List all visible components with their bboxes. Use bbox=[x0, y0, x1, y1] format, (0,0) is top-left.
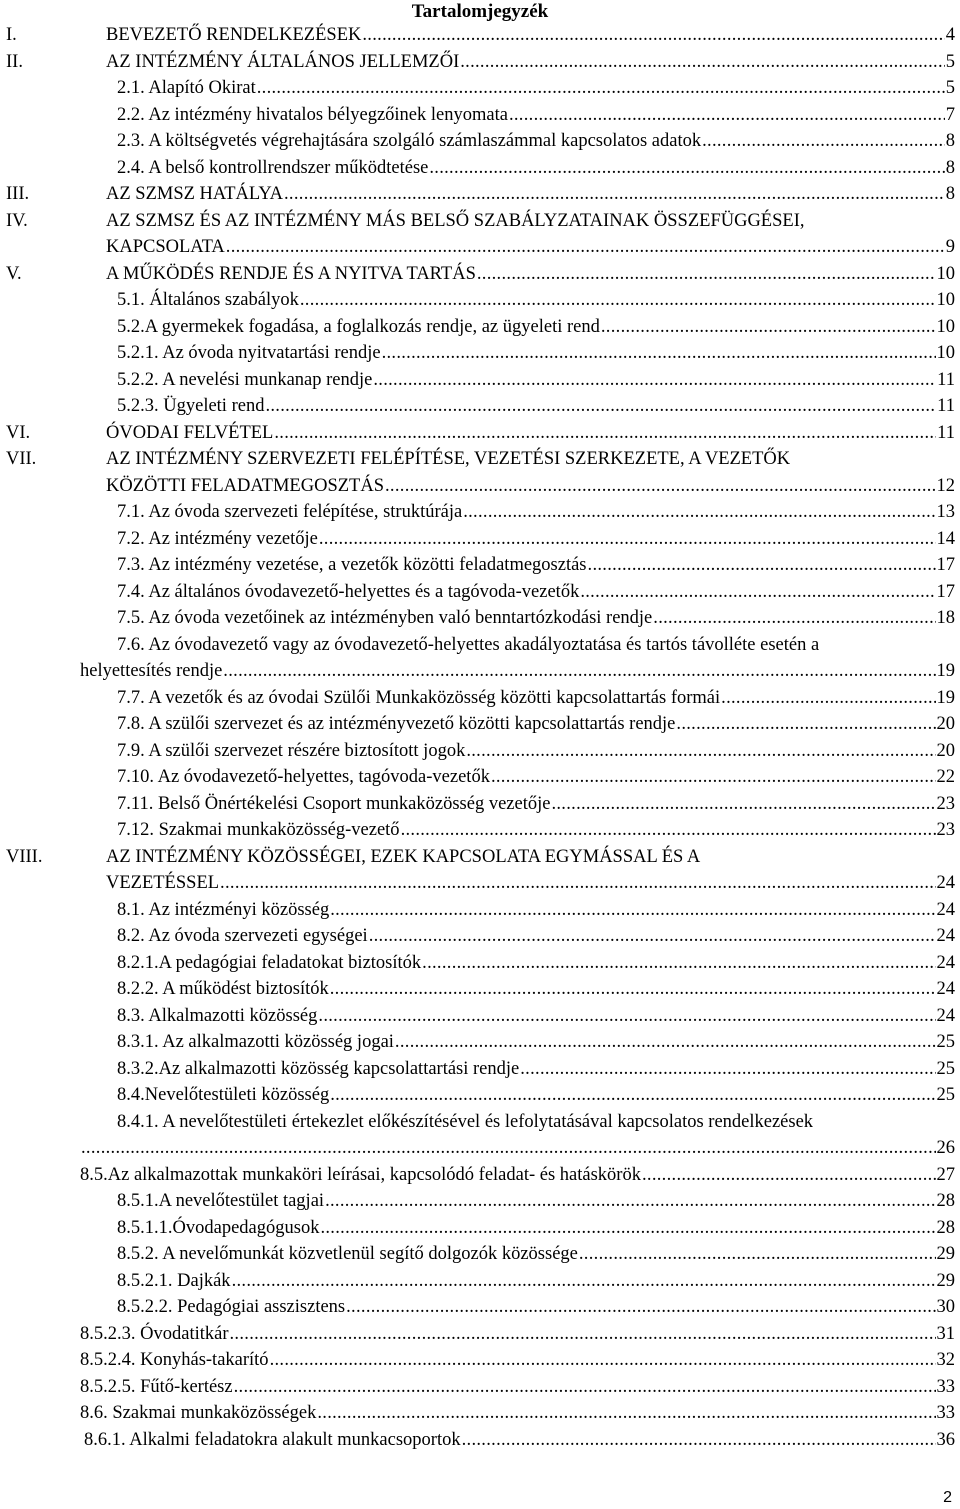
toc-entry-page: 32 bbox=[936, 1350, 955, 1370]
toc-entry[interactable] bbox=[0, 1215, 960, 1242]
toc-entry[interactable] bbox=[0, 1082, 960, 1109]
toc-entry[interactable] bbox=[0, 314, 960, 341]
toc-entry-page: 8 bbox=[945, 157, 955, 178]
toc-entry-page: 19 bbox=[936, 687, 955, 708]
page-number: 2 bbox=[943, 1489, 952, 1506]
toc-leader-dots bbox=[702, 128, 945, 155]
toc-entry-page: 24 bbox=[936, 899, 955, 920]
toc-leader-dots bbox=[477, 261, 936, 288]
toc-entry[interactable] bbox=[0, 711, 960, 738]
toc-leader-dots bbox=[265, 393, 936, 420]
toc-entry-number: I. bbox=[6, 25, 17, 45]
toc-entry-title: 8.5.2.1. Dajkák bbox=[117, 1270, 231, 1291]
toc-entry-page: 10 bbox=[936, 316, 955, 337]
toc-entry-page: 7 bbox=[945, 104, 955, 125]
toc-leader-dots bbox=[330, 897, 935, 924]
toc-entry[interactable] bbox=[0, 1347, 960, 1374]
toc-entry-page: 28 bbox=[936, 1191, 955, 1211]
toc-entry-number: VIII. bbox=[6, 846, 43, 867]
toc-entry-title: 2.4. A belső kontrollrendszer működtetése bbox=[117, 157, 429, 178]
toc-leader-dots bbox=[429, 155, 944, 182]
toc-entry-page: 20 bbox=[936, 740, 955, 761]
toc-leader-dots bbox=[395, 1029, 936, 1056]
toc-entry[interactable] bbox=[0, 923, 960, 950]
toc-entry[interactable] bbox=[0, 764, 960, 791]
toc-entry-page: 29 bbox=[936, 1270, 955, 1291]
toc-entry-title: 8.3.1. Az alkalmazotti közösség jogai bbox=[117, 1032, 394, 1052]
toc-entry-title: 8.4.1. A nevelőtestületi értekezlet előkészítésével és lefolytatásával kapcsolatos rendelkezések bbox=[117, 1111, 814, 1132]
toc-entry-title: BEVEZETŐ RENDELKEZÉSEK bbox=[106, 25, 362, 45]
toc-leader-dots bbox=[422, 950, 935, 977]
toc-entry[interactable] bbox=[0, 234, 960, 261]
toc-entry-page: 19 bbox=[936, 661, 955, 681]
toc-entry-page: 8 bbox=[945, 184, 955, 204]
toc-entry[interactable] bbox=[0, 340, 960, 367]
toc-leader-dots bbox=[362, 22, 944, 49]
toc-leader-dots bbox=[226, 234, 945, 261]
toc-entry[interactable] bbox=[0, 817, 960, 844]
toc-entry-number: V. bbox=[6, 263, 22, 284]
toc-entry-title: 8.5.2.2. Pedagógiai asszisztens bbox=[117, 1297, 346, 1317]
toc-entry-title: 8.5.2. A nevelőmunkát közvetlenül segítő dolgozók közössége bbox=[117, 1244, 578, 1264]
toc-entry-page: 31 bbox=[936, 1323, 955, 1344]
toc-entry-title: 5.2.A gyermekek fogadása, a foglalkozás rendje, az ügyeleti rend bbox=[117, 316, 600, 337]
toc-entry-page: 25 bbox=[936, 1085, 955, 1105]
toc-leader-dots bbox=[317, 1400, 935, 1427]
toc-entry-title: 8.5.2.3. Óvodatitkár bbox=[80, 1323, 229, 1344]
toc-leader-dots bbox=[230, 1321, 936, 1348]
toc-entry-page: 10 bbox=[936, 343, 955, 363]
toc-entry-page: 24 bbox=[936, 926, 955, 946]
toc-entry-page: 23 bbox=[936, 820, 955, 840]
toc-entry-number: VII. bbox=[6, 449, 37, 469]
toc-entry[interactable] bbox=[0, 1109, 960, 1136]
toc-entry[interactable] bbox=[0, 552, 960, 579]
toc-entry-page: 18 bbox=[936, 608, 955, 628]
toc-entry-page: 29 bbox=[936, 1244, 955, 1264]
toc-entry-page: 26 bbox=[936, 1138, 955, 1158]
toc-entry-title: 8.3. Alkalmazotti közösség bbox=[117, 1005, 318, 1026]
toc-entry-number: II. bbox=[6, 51, 23, 72]
toc-entry-page: 22 bbox=[936, 767, 955, 787]
toc-entry-title: 5.2.1. Az óvoda nyitvatartási rendje bbox=[117, 343, 381, 363]
toc-leader-dots bbox=[579, 1241, 936, 1268]
toc-entry[interactable] bbox=[0, 579, 960, 606]
toc-entry-title: 8.2.1.A pedagógiai feladatokat biztosítók bbox=[117, 952, 422, 973]
toc-entry-page: 13 bbox=[936, 502, 955, 522]
toc-entry-title: VEZETÉSSEL bbox=[106, 873, 220, 893]
toc-entry-page: 17 bbox=[936, 555, 955, 575]
toc-entry-title: AZ INTÉZMÉNY KÖZÖSSÉGEI, EZEK KAPCSOLATA EGYMÁSSAL ÉS A bbox=[106, 846, 701, 867]
toc-entry[interactable] bbox=[0, 1427, 960, 1454]
toc-leader-dots bbox=[369, 923, 936, 950]
toc-entry[interactable] bbox=[0, 870, 960, 897]
toc-entry[interactable] bbox=[0, 1268, 960, 1295]
toc-entry[interactable] bbox=[0, 1135, 960, 1162]
toc-entry-title: AZ SZMSZ HATÁLYA bbox=[106, 184, 283, 204]
toc-leader-dots bbox=[346, 1294, 935, 1321]
toc-entry[interactable] bbox=[0, 791, 960, 818]
toc-entry-title: 7.1. Az óvoda szervezeti felépítése, struktúrája bbox=[117, 502, 463, 522]
toc-entry-title: 2.3. A költségvetés végrehajtására szolgáló számlaszámmal kapcsolatos adatok bbox=[117, 131, 702, 151]
toc-entry-title: AZ INTÉZMÉNY ÁLTALÁNOS JELLEMZŐI bbox=[106, 51, 460, 72]
toc-entry-title: 5.2.3. Ügyeleti rend bbox=[117, 396, 265, 416]
toc-entry-page: 12 bbox=[936, 475, 955, 496]
toc-leader-dots bbox=[330, 976, 936, 1003]
toc-leader-dots bbox=[551, 791, 935, 818]
toc-title: Tartalomjegyzék bbox=[411, 1, 549, 22]
toc-entry-page: 11 bbox=[937, 396, 955, 416]
toc-leader-dots bbox=[588, 552, 936, 579]
toc-leader-dots bbox=[81, 1135, 936, 1162]
toc-leader-dots bbox=[220, 870, 935, 897]
toc-entry-title: 8.3.2.Az alkalmazotti közösség kapcsolattartási rendje bbox=[117, 1058, 520, 1079]
toc-entry-page: 25 bbox=[936, 1058, 955, 1079]
toc-entry-title: 8.6. Szakmai munkaközösségek bbox=[80, 1403, 317, 1423]
toc-entry-title: 7.10. Az óvodavezető-helyettes, tagóvoda-vezetők bbox=[117, 767, 490, 787]
toc-leader-dots bbox=[653, 605, 935, 632]
toc-entry[interactable] bbox=[0, 526, 960, 553]
toc-entry-page: 28 bbox=[936, 1217, 955, 1238]
toc-entry[interactable] bbox=[0, 897, 960, 924]
toc-leader-dots bbox=[601, 314, 936, 341]
toc-leader-dots bbox=[491, 764, 936, 791]
toc-entry[interactable] bbox=[0, 658, 960, 685]
toc-entry-title: 8.6.1. Alkalmi feladatokra alakult munkacsoportok bbox=[84, 1429, 461, 1450]
toc-entry[interactable] bbox=[0, 1321, 960, 1348]
toc-entry-title: 8.2.2. A működést biztosítók bbox=[117, 979, 329, 999]
toc-entry[interactable] bbox=[0, 1162, 960, 1189]
toc-entry-number: IV. bbox=[6, 210, 28, 231]
toc-entry-page: 10 bbox=[936, 263, 955, 284]
toc-entry-title: helyettesítés rendje bbox=[80, 661, 223, 681]
toc-entry[interactable] bbox=[0, 261, 960, 288]
toc-entry-title: 7.5. Az óvoda vezetőinek az intézményben való benntartózkodási rendje bbox=[117, 608, 653, 628]
toc-entry[interactable] bbox=[0, 976, 960, 1003]
toc-entry[interactable] bbox=[0, 102, 960, 129]
toc-leader-dots bbox=[721, 685, 935, 712]
toc-leader-dots bbox=[223, 658, 935, 685]
toc-entry-page: 11 bbox=[937, 422, 955, 443]
toc-entry[interactable] bbox=[0, 1056, 960, 1083]
toc-entry[interactable] bbox=[0, 128, 960, 155]
toc-entry-page: 24 bbox=[936, 952, 955, 973]
toc-entry[interactable] bbox=[0, 49, 960, 76]
toc-entry-title: 7.4. Az általános óvodavezető-helyettes és a tagóvoda-vezetők bbox=[117, 581, 580, 602]
toc-entry-page: 4 bbox=[945, 25, 955, 45]
toc-entry[interactable] bbox=[0, 1400, 960, 1427]
toc-leader-dots bbox=[373, 367, 936, 394]
toc-entry-title: 7.2. Az intézmény vezetője bbox=[117, 528, 318, 549]
toc-entry[interactable] bbox=[0, 499, 960, 526]
toc-entry-title: 7.7. A vezetők és az óvodai Szülői Munkaközösség közötti kapcsolattartás formái bbox=[117, 687, 721, 708]
toc-entry[interactable] bbox=[0, 473, 960, 500]
toc-entry[interactable] bbox=[0, 738, 960, 765]
toc-entry-page: 20 bbox=[936, 714, 955, 734]
toc-leader-dots bbox=[580, 579, 935, 606]
toc-entry-title: 8.5.2.4. Konyhás-takarító bbox=[80, 1350, 269, 1370]
toc-entry-title: 8.5.1.1.Óvodapedagógusok bbox=[117, 1217, 320, 1238]
toc-entry[interactable] bbox=[0, 393, 960, 420]
toc-leader-dots bbox=[270, 1347, 936, 1374]
toc-leader-dots bbox=[385, 473, 936, 500]
toc-leader-dots bbox=[676, 711, 935, 738]
toc-entry-title: 8.4.Nevelőtestületi közösség bbox=[117, 1085, 330, 1105]
toc-leader-dots bbox=[300, 287, 936, 314]
toc-leader-dots bbox=[642, 1162, 936, 1189]
toc-leader-dots bbox=[520, 1056, 935, 1083]
toc-entry-title: ÓVODAI FELVÉTEL bbox=[106, 422, 274, 443]
toc-entry-page: 5 bbox=[945, 51, 955, 72]
toc-leader-dots bbox=[234, 1374, 936, 1401]
toc-entry-title: 8.1. Az intézményi közösség bbox=[117, 899, 330, 920]
toc-entry[interactable] bbox=[0, 22, 960, 49]
toc-entry-title: KAPCSOLATA bbox=[106, 237, 225, 257]
toc-entry[interactable] bbox=[0, 208, 960, 235]
toc-leader-dots bbox=[325, 1188, 935, 1215]
toc-entry-page: 24 bbox=[936, 873, 955, 893]
toc-entry[interactable] bbox=[0, 1294, 960, 1321]
toc-entry-page: 17 bbox=[936, 581, 955, 602]
toc-leader-dots bbox=[401, 817, 936, 844]
toc-entry-title: AZ SZMSZ ÉS AZ INTÉZMÉNY MÁS BELSŐ SZABÁLYZATAINAK ÖSSZEFÜGGÉSEI, bbox=[106, 210, 805, 231]
toc-entry-page: 5 bbox=[945, 78, 955, 98]
toc-entry[interactable] bbox=[0, 1241, 960, 1268]
toc-leader-dots bbox=[460, 49, 945, 76]
toc-entry-page: 36 bbox=[936, 1429, 955, 1450]
toc-entry[interactable] bbox=[0, 446, 960, 473]
toc-entry[interactable] bbox=[0, 1029, 960, 1056]
toc-entry[interactable] bbox=[0, 75, 960, 102]
toc-leader-dots bbox=[320, 1215, 935, 1242]
toc-entry-title: 7.12. Szakmai munkaközösség-vezető bbox=[117, 820, 400, 840]
toc-entry[interactable] bbox=[0, 1188, 960, 1215]
toc-entry-title: 5.2.2. A nevelési munkanap rendje bbox=[117, 369, 373, 390]
toc-leader-dots bbox=[466, 738, 935, 765]
toc-entry-page: 33 bbox=[936, 1403, 955, 1423]
toc-leader-dots bbox=[462, 1427, 936, 1454]
toc-entry-title: 8.2. Az óvoda szervezeti egységei bbox=[117, 926, 368, 946]
toc-entry-title: 7.9. A szülői szervezet részére biztosított jogok bbox=[117, 740, 466, 761]
toc-leader-dots bbox=[284, 181, 945, 208]
toc-leader-dots bbox=[274, 420, 936, 447]
toc-entry-page: 25 bbox=[936, 1032, 955, 1052]
toc-entry-page: 24 bbox=[936, 1005, 955, 1026]
toc-entry-page: 23 bbox=[936, 793, 955, 814]
toc-leader-dots bbox=[318, 1003, 935, 1030]
toc-leader-dots bbox=[330, 1082, 935, 1109]
toc-leader-dots bbox=[232, 1268, 936, 1295]
toc-entry-title: 8.5.1.A nevelőtestület tagjai bbox=[117, 1191, 325, 1211]
toc-entry-page: 10 bbox=[936, 290, 955, 310]
toc-entry-title: AZ INTÉZMÉNY SZERVEZETI FELÉPÍTÉSE, VEZETÉSI SZERKEZETE, A VEZETŐK bbox=[106, 449, 791, 469]
toc-leader-dots bbox=[257, 75, 945, 102]
toc-entry-page: 33 bbox=[936, 1376, 955, 1397]
toc-entry-title: 8.5.Az alkalmazottak munkaköri leírásai, kapcsolódó feladat- és hatáskörök bbox=[80, 1164, 641, 1185]
toc-entry[interactable] bbox=[0, 155, 960, 182]
toc-leader-dots bbox=[463, 499, 935, 526]
toc-entry-page: 8 bbox=[945, 131, 955, 151]
toc-entry[interactable] bbox=[0, 632, 960, 659]
toc-leader-dots bbox=[382, 340, 936, 367]
toc-entry-page: 30 bbox=[936, 1297, 955, 1317]
toc-leader-dots bbox=[509, 102, 945, 129]
toc-entry-title: 5.1. Általános szabályok bbox=[117, 290, 299, 310]
toc-entry-title: 7.6. Az óvodavezető vagy az óvodavezető-helyettes akadályoztatása és tartós távolléte esetén a bbox=[117, 634, 820, 655]
toc-entry-number: VI. bbox=[6, 422, 31, 443]
toc-entry-page: 24 bbox=[936, 979, 955, 999]
toc-entry[interactable] bbox=[0, 685, 960, 712]
toc-entry[interactable] bbox=[0, 1003, 960, 1030]
toc-entry-title: 7.3. Az intézmény vezetése, a vezetők közötti feladatmegosztás bbox=[117, 555, 587, 575]
toc-entry-page: 9 bbox=[945, 237, 955, 257]
toc-entry-page: 11 bbox=[937, 369, 955, 390]
toc-entry-page: 27 bbox=[936, 1164, 955, 1185]
toc-entry[interactable] bbox=[0, 950, 960, 977]
toc-entry-title: A MŰKÖDÉS RENDJE ÉS A NYITVA TARTÁS bbox=[106, 263, 476, 284]
toc-entry[interactable] bbox=[0, 605, 960, 632]
toc-entry[interactable] bbox=[0, 420, 960, 447]
toc-entry-title: 8.5.2.5. Fűtő-kertész bbox=[80, 1376, 233, 1397]
toc-entry-page: 14 bbox=[936, 528, 955, 549]
toc-entry[interactable] bbox=[0, 844, 960, 871]
toc-entry-number: III. bbox=[6, 184, 30, 204]
toc-entry[interactable] bbox=[0, 367, 960, 394]
toc-entry[interactable] bbox=[0, 181, 960, 208]
toc-entry[interactable] bbox=[0, 287, 960, 314]
toc-entry-title: 2.2. Az intézmény hivatalos bélyegzőinek lenyomata bbox=[117, 104, 508, 125]
toc-entry-title: KÖZÖTTI FELADATMEGOSZTÁS bbox=[106, 475, 384, 496]
toc-entry[interactable] bbox=[0, 1374, 960, 1401]
toc-leader-dots bbox=[319, 526, 936, 553]
toc-entry-title: 7.8. A szülői szervezet és az intézményvezető közötti kapcsolattartás rendje bbox=[117, 714, 676, 734]
toc-entry-title: 2.1. Alapító Okirat bbox=[117, 78, 256, 98]
toc-entry-title: 7.11. Belső Önértékelési Csoport munkaközösség vezetője bbox=[117, 793, 551, 814]
